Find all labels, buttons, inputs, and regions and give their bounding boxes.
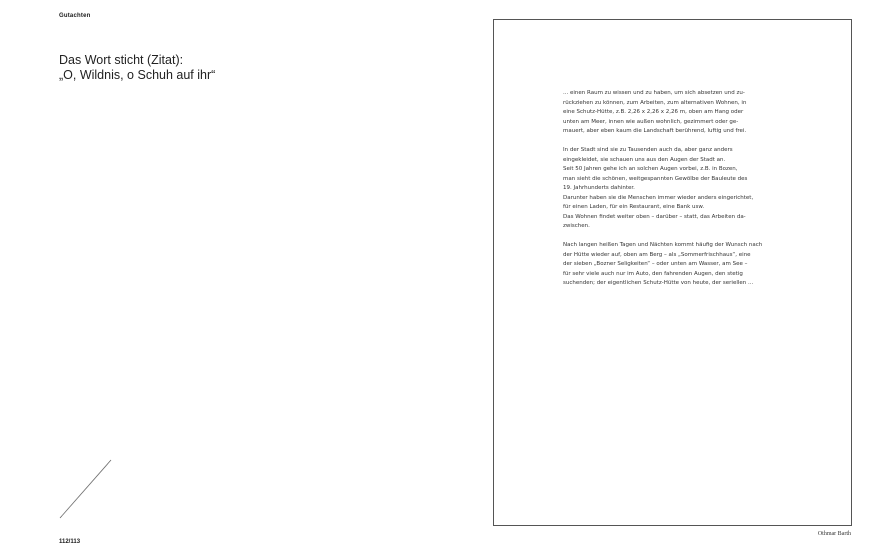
paragraph (563, 146, 788, 232)
pencil-stroke-sketch (58, 458, 114, 520)
section-label: Gutachten (59, 13, 91, 19)
text-line: ... einen Raum zu wissen und zu haben, um sich absetzen und zu- (563, 90, 745, 96)
paragraph (563, 89, 788, 137)
paragraph (563, 241, 788, 289)
text-line: mauert, aber eben kaum die Landschaft berührend, luftig und frei. (563, 128, 747, 134)
text-line: für einen Laden, für ein Restaurant, eine Bank usw. (563, 204, 705, 210)
text-line: Nach langen heißen Tagen und Nächten kommt häufig der Wunsch nach (563, 242, 763, 248)
body-text (563, 89, 788, 298)
text-line: eine Schutz-Hütte, z.B. 2,26 x 2,26 x 2,26 m, oben am Hang oder (563, 109, 744, 115)
text-line: zwischen. (563, 223, 590, 229)
quote-heading-line: „O, Wildnis, o Schuh auf ihr“ (59, 68, 216, 82)
text-line: Das Wohnen findet weiter oben – darüber – statt, das Arbeiten da- (563, 213, 746, 220)
text-line: suchenden; der eigentlichen Schutz-Hütte von heute, der seriellen ... (563, 280, 754, 286)
text-line: 19. Jahrhunderts dahinter. (563, 185, 635, 191)
text-line: rückziehen zu können, zum Arbeiten, zum alternativen Wohnen, in (563, 99, 747, 106)
text-line: der Hütte wieder auf, oben am Berg – als „Sommerfrischhaus“, eine (563, 251, 751, 258)
author-signature: Othmar Barth (817, 531, 851, 537)
text-line: für sehr viele auch nur im Auto, den fahrenden Augen, den stetig (563, 270, 743, 277)
text-line: In der Stadt sind sie zu Tausenden auch da, aber ganz anders (563, 147, 733, 153)
quote-heading-line: Das Wort sticht (Zitat): (59, 53, 184, 67)
quote-heading (59, 53, 215, 83)
text-line: man sieht die schönen, weitgespannten Gewölbe der Bauleute des (563, 175, 748, 182)
page-numbers: 112/113 (59, 539, 81, 545)
text-line: Darunter haben sie die Menschen immer wieder anders eingerichtet, (563, 194, 754, 201)
text-line: eingekleidet, sie schauen uns aus den Augen der Stadt an. (563, 156, 726, 163)
text-line: unten am Meer, innen wie außen wohnlich, gezimmert oder ge- (563, 118, 739, 125)
text-line: Seit 50 Jahren gehe ich an solchen Augen vorbei, z.B. in Bozen, (563, 166, 738, 172)
text-line: der sieben „Bozner Seligkeiten“ – oder unten am Wasser, am See – (563, 261, 748, 267)
